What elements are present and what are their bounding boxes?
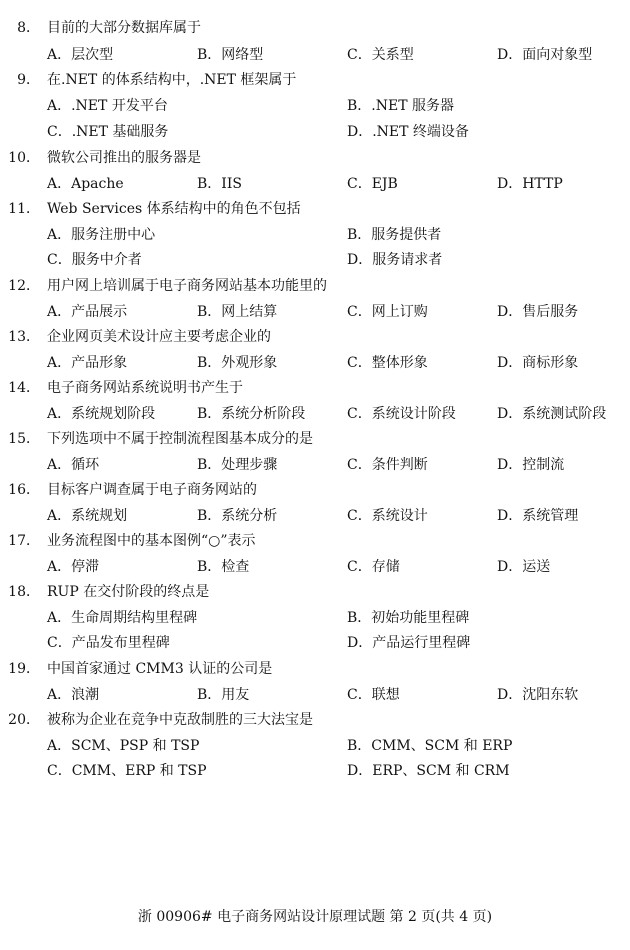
question-14-options [0,403,630,428]
option-a: A．循环 [47,457,100,473]
option-d: D．系统管理 [497,508,579,524]
question-13-stem [0,326,630,351]
option-a: A．SCM、PSP 和 TSP [47,738,200,754]
question-15-options [0,454,630,479]
option-a: A．系统规划 [47,508,128,524]
option-b: B．用友 [197,687,250,703]
question-number: 9． [17,72,40,88]
option-b: B．CMM、SCM 和 ERP [347,738,513,754]
option-c: C．整体形象 [347,355,428,371]
question-text: 业务流程图中的基本图例“○”表示 [47,533,256,549]
question-number: 10． [8,150,40,166]
option-a: A．产品形象 [47,355,128,371]
question-8-stem [0,17,630,42]
option-a: A．浪潮 [47,687,100,703]
question-text: 企业网页美术设计应主要考虑企业的 [47,329,271,345]
question-20-options-row1 [0,735,630,760]
question-text: 目前的大部分数据库属于 [47,20,201,36]
option-a: A．层次型 [47,47,114,63]
option-d: D．运送 [497,559,551,575]
option-c: C．EJB [347,176,398,192]
question-text: RUP 在交付阶段的终点是 [47,584,210,600]
question-number: 20． [8,712,40,728]
question-9-options-row1 [0,95,630,120]
question-19-stem [0,658,630,683]
option-b: B．网上结算 [197,304,278,320]
option-b: B．IIS [197,176,242,192]
question-number: 14． [8,380,40,396]
question-19-options [0,684,630,709]
question-17-stem [0,530,630,555]
option-b: B．.NET 服务器 [347,98,454,114]
option-b: B．检查 [197,559,250,575]
question-8-options [0,44,630,69]
option-b: B．初始功能里程碑 [347,610,470,626]
question-10-options [0,173,630,198]
question-11-options-row2 [0,249,630,274]
question-text: Web Services 体系结构中的角色不包括 [47,201,301,217]
option-d: D．面向对象型 [497,47,593,63]
option-b: B．系统分析阶段 [197,406,306,422]
option-a: A．Apache [47,176,124,192]
option-d: D．控制流 [497,457,565,473]
option-c: C．网上订购 [347,304,428,320]
option-c: C．产品发布里程碑 [47,635,170,651]
option-b: B．网络型 [197,47,264,63]
question-number: 15． [8,431,40,447]
option-c: C．系统设计 [347,508,428,524]
question-10-stem [0,147,630,172]
option-c: C．CMM、ERP 和 TSP [47,763,207,779]
question-13-options [0,352,630,377]
question-text: 微软公司推出的服务器是 [47,150,201,166]
question-16-stem [0,479,630,504]
option-d: D．.NET 终端设备 [347,124,469,140]
option-c: C．存储 [347,559,400,575]
option-d: D．服务请求者 [347,252,443,268]
question-12-options [0,301,630,326]
option-c: C．系统设计阶段 [347,406,456,422]
question-9-options-row2 [0,121,630,146]
question-12-stem [0,275,630,300]
option-d: D．ERP、SCM 和 CRM [347,763,510,779]
option-c: C．条件判断 [347,457,428,473]
option-a: A．.NET 开发平台 [47,98,168,114]
question-18-options-row1 [0,607,630,632]
option-d: D．HTTP [497,176,563,192]
question-17-options [0,556,630,581]
question-number: 11． [8,201,40,217]
question-18-stem [0,581,630,606]
option-d: D．商标形象 [497,355,579,371]
question-text: 被称为企业在竞争中克敌制胜的三大法宝是 [47,712,313,728]
question-18-options-row2 [0,632,630,657]
question-20-options-row2 [0,760,630,785]
option-a: A．生命周期结构里程碑 [47,610,198,626]
option-c: C．联想 [347,687,400,703]
page-footer: 浙 00906# 电子商务网站设计原理试题 第 2 页(共 4 页) [137,909,493,925]
question-number: 19． [8,661,40,677]
option-b: B．服务提供者 [347,227,442,243]
option-b: B．外观形象 [197,355,278,371]
option-c: C．关系型 [347,47,414,63]
option-d: D．产品运行里程碑 [347,635,471,651]
question-15-stem [0,428,630,453]
question-number: 17． [8,533,40,549]
option-d: D．售后服务 [497,304,579,320]
option-b: B．处理步骤 [197,457,278,473]
question-14-stem [0,377,630,402]
option-b: B．系统分析 [197,508,278,524]
option-a: A．服务注册中心 [47,227,156,243]
option-a: A．系统规划阶段 [47,406,156,422]
question-text: 在.NET 的体系结构中，.NET 框架属于 [47,72,297,88]
question-number: 8． [17,20,40,36]
question-11-options-row1 [0,224,630,249]
question-text: 目标客户调查属于电子商务网站的 [47,482,257,498]
question-number: 12． [8,278,40,294]
question-text: 下列选项中不属于控制流程图基本成分的是 [47,431,313,447]
question-11-stem [0,198,630,223]
option-a: A．停滞 [47,559,100,575]
option-d: D．沈阳东软 [497,687,579,703]
question-text: 用户网上培训属于电子商务网站基本功能里的 [47,278,327,294]
question-number: 18． [8,584,40,600]
question-number: 16． [8,482,40,498]
option-d: D．系统测试阶段 [497,406,607,422]
option-a: A．产品展示 [47,304,128,320]
question-text: 中国首家通过 CMM3 认证的公司是 [47,661,273,677]
question-20-stem [0,709,630,734]
option-c: C．.NET 基础服务 [47,124,169,140]
question-text: 电子商务网站系统说明书产生于 [47,380,243,396]
question-16-options [0,505,630,530]
question-number: 13． [8,329,40,345]
option-c: C．服务中介者 [47,252,142,268]
question-9-stem [0,69,630,94]
